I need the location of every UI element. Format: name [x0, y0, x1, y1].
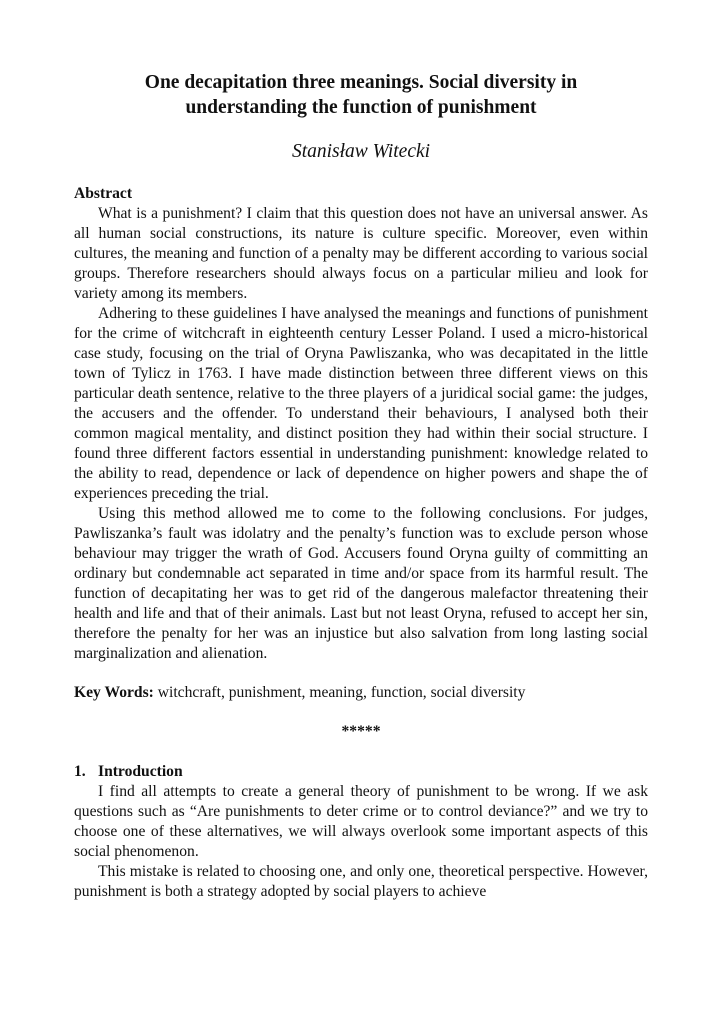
introduction-number: 1. — [74, 763, 86, 780]
abstract-paragraph-3: Using this method allowed me to come to the following conclusions. For judges, Pawliszanka’s fault was idolatry and the penalty’s function was to exclude person whose behaviour may trigger the wrath of God. Accusers found Oryna guilty of committing an ordinary but condemnable act separated in time and/or space from its harmful result. The function of decapitating her was to get rid of the dangerous malefactor threatening their health and life and that of their animals. Last but not least Oryna, refused to accept her sin, therefore the penalty for her was an injustice but also salvation from long lasting social marginalization and alienation. — [74, 505, 648, 662]
title-line-2: understanding the function of punishment — [185, 97, 537, 118]
introduction-paragraph-1: I find all attempts to create a general theory of punishment to be wrong. If we ask questions such as “Are punishments to deter crime or to control deviance?” and we try to choose one of these alternatives, we will always overlook some important aspects of this social phenomenon. — [74, 783, 648, 860]
paper-title — [74, 70, 648, 120]
paper-page — [74, 70, 648, 902]
introduction-title: Introduction — [98, 763, 183, 780]
keywords-label: Key Words: — [74, 684, 154, 701]
abstract-paragraph-2: Adhering to these guidelines I have analysed the meanings and functions of punishment for the crime of witchcraft in eighteenth century Lesser Poland. I used a micro-historical case study, focusing on the trial of Oryna Pawliszanka, who was decapitated in the little town of Tylicz in 1763. I have made distinction between three different views on this particular death sentence, relative to the three players of a juridical social game: the judges, the accusers and the offender. To understand their behaviours, I analysed both their common magical mentality, and distinct position they had within their social structure. I found three different factors essential in understanding punishment: knowledge related to the ability to read, dependence or lack of dependence on higher powers and shape the of experiences preceding the trial. — [74, 305, 648, 502]
abstract-heading: Abstract — [74, 185, 133, 202]
section-separator: ***** — [341, 723, 381, 740]
introduction-paragraph-2: This mistake is related to choosing one, and only one, theoretical perspective. However, punishment is both a strategy adopted by social players to achieve — [74, 863, 648, 900]
keywords-text: witchcraft, punishment, meaning, function, social diversity — [153, 684, 526, 701]
author-name: Stanisław Witecki — [291, 141, 431, 162]
introduction-heading — [74, 762, 648, 782]
title-line-1: One decapitation three meanings. Social diversity in — [144, 72, 578, 93]
abstract-paragraph-1: What is a punishment? I claim that this question does not have an universal answer. As all human social constructions, its nature is culture specific. Moreover, even within cultures, the meaning and function of a penalty may be different according to various social groups. Therefore researchers should always focus on a particular milieu and look for variety among its members. — [74, 205, 648, 302]
keywords-line — [74, 683, 648, 703]
